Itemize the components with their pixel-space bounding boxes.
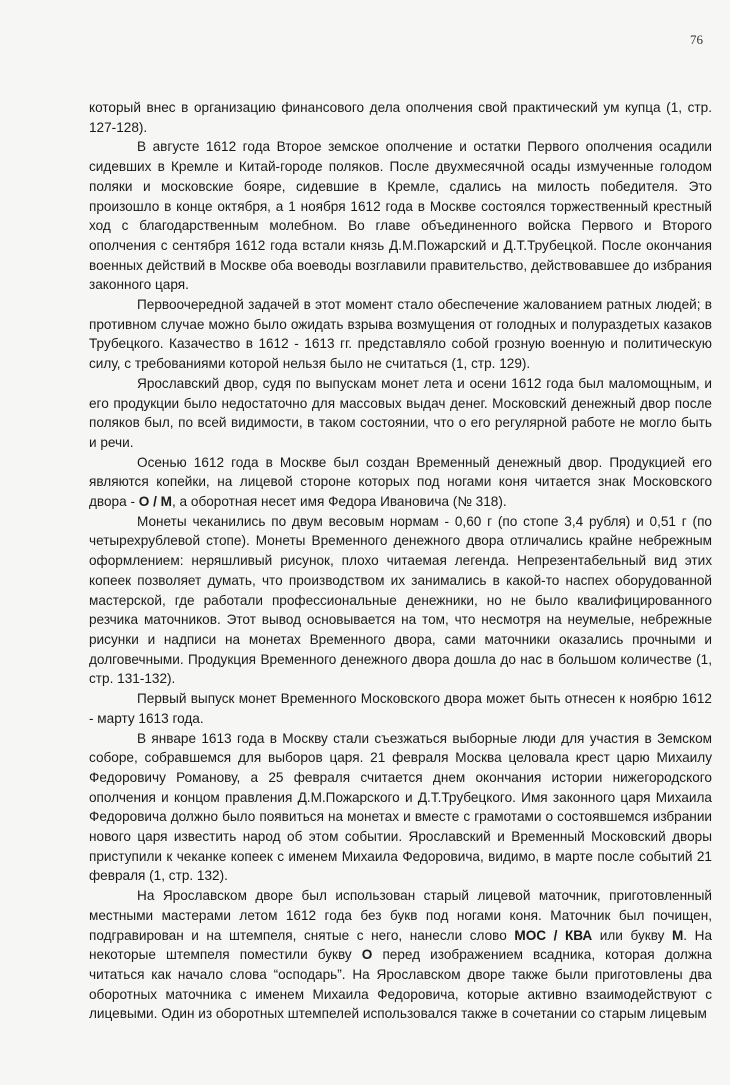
coin-letter: О	[361, 947, 373, 963]
paragraph-text: . На некоторые штемпеля поместили букву	[89, 927, 713, 963]
page-number: 76	[690, 32, 703, 47]
mint-mark: О / М	[138, 494, 172, 510]
body-text	[89, 98, 712, 1024]
coin-inscription: МОС / КВА	[514, 927, 593, 943]
paragraph-text: , а оборотная несет имя Федора Ивановича (№ 318).	[172, 494, 507, 510]
paragraph: который внес в организацию финансового дела ополчения свой практический ум купца (1, стр. 127-128).	[89, 100, 712, 135]
paragraph-text: Осенью 1612 года в Москве был создан Временный денежный двор. Продукцией его являются копейки, на лицевой стороне которых под ногами коня читается знак Московского двора -	[89, 454, 712, 510]
paragraph-text: или букву	[592, 927, 672, 943]
paragraph: Монеты чеканились по двум весовым нормам - 0,60 г (по стопе 3,4 рубля) и 0,51 г (по четырехрублевой стопе). Монеты Временного денежного двора отличались крайне небрежным оформлением: неряшливый рисунок, плохо читаемая легенда. Непрезентабельный вид этих копеек позволяет думать, что производством их занимались в какой-то наспех оборудованной мастерской, где работали профессиональные денежники, но не было квалифицированного резчика маточников. Этот вывод основывается на том, что несмотря на неумелые, небрежные рисунки и надписи на монетах Временного двора, сами маточники оказались прочными и долговечными. Продукция Временного денежного двора дошла до нас в большом количестве (1, стр. 131-132).	[89, 513, 712, 687]
paragraph: Первоочередной задачей в этот момент стало обеспечение жалованием ратных людей; в противном случае можно было ожидать взрыва возмущения от голодных и полураздетых казаков Трубецкого. Казачество в 1612 - 1613 гг. представляло собой грозную военную и политическую силу, с требованиями которой нельзя было не считаться (1, стр. 129).	[89, 297, 712, 372]
paragraph: В январе 1613 года в Москву стали съезжаться выборные люди для участия в Земском соборе, собравшемся для выборов царя. 21 февраля Москва целовала крест царю Михаилу Федоровичу Романову, а 25 февраля считается днем окончания истории нижегородского ополчения и концом правления Д.М.Пожарского и Д.Т.Трубецкого. Имя законного царя Михаила Федоровича должно было появиться на монетах и вместе с грамотами о состоявшемся избрании нового царя известить народ об этом событии. Ярославский и Временный Московский дворы приступили к чеканке копеек с именем Михаила Федоровича, видимо, в марте после событий 21 февраля (1, стр. 132).	[89, 730, 712, 884]
paragraph: Ярославский двор, судя по выпускам монет лета и осени 1612 года был маломощным, и его продукции было недостаточно для массовых выдач денег. Московский денежный двор после поляков был, по всей видимости, в таком состоянии, что о его регулярной работе не могло быть и речи.	[89, 375, 712, 450]
paragraph: В августе 1612 года Второе земское ополчение и остатки Первого ополчения осадили сидевших в Кремле и Китай-городе поляков. После двухмесячной осады измученные голодом поляки и московские бояре, сидевшие в Кремле, сдались на милость победителя. Это произошло в конце октября, а 1 ноября 1612 года в Москве состоялся торжественный крестный ход с благодарственным молебном. Во главе объединенного войска Первого и Второго ополчения с сентября 1612 года встали князь Д.М.Пожарский и Д.Т.Трубецкой. После окончания военных действий в Москве оба воеводы возглавили правительство, действовавшее до избрания законного царя.	[89, 139, 712, 293]
coin-letter: М	[671, 927, 684, 943]
paragraph	[89, 886, 712, 1024]
paragraph-text: На Ярославском дворе был использован старый лицевой маточник, приготовленный местными мастерами летом 1612 года без букв под ногами коня. Маточник был почищен, подгравирован и на штемпеля, снятые с него, нанесли слово	[89, 888, 712, 943]
paragraph-text: перед изображением всадника, которая должна читаться как начало слова “осподарь”. На Ярославском дворе также были приготовлены два оборотных маточника с именем Михаила Федоровича, которые активно взаимодействуют с лицевыми. Один из оборотных штемпелей использовался также в сочетании со старым лицевым	[89, 947, 712, 1022]
paragraph: Первый выпуск монет Временного Московского двора может быть отнесен к ноябрю 1612 - марту 1613 года.	[89, 691, 712, 726]
paragraph	[89, 453, 712, 512]
